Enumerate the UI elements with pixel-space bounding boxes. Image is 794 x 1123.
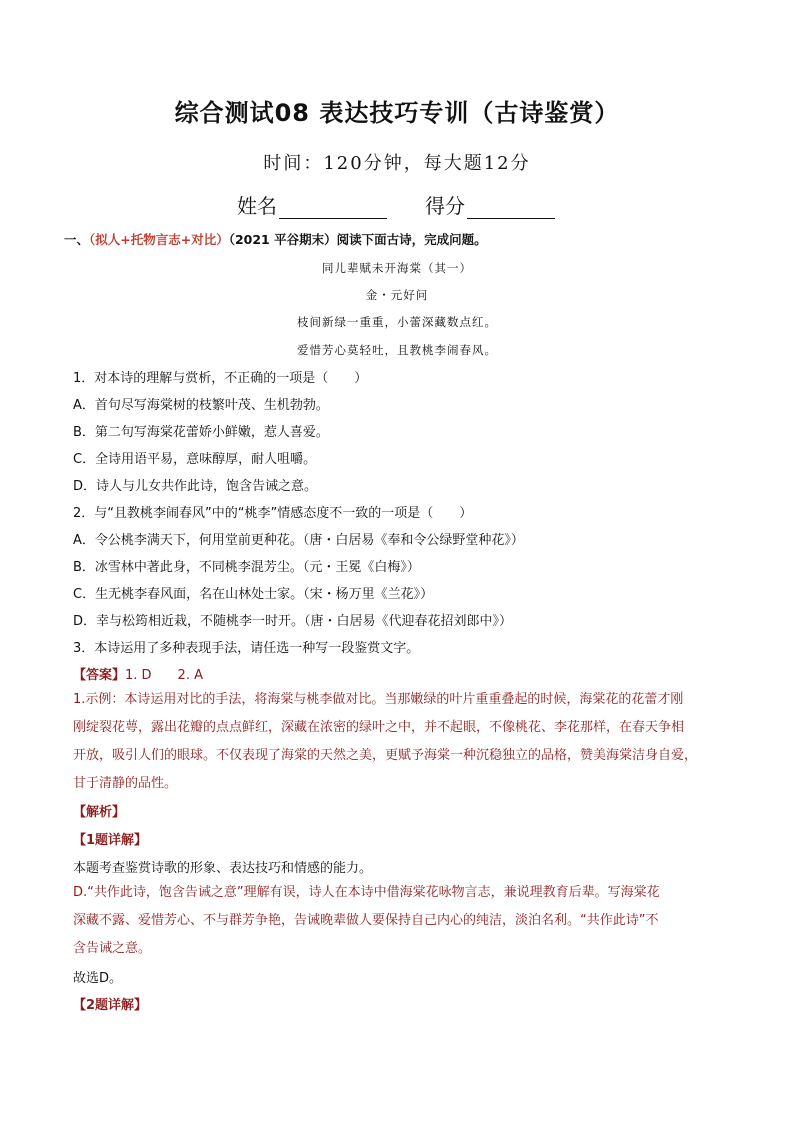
- option-item: B．第二句写海棠花蕾娇小鲜嫩，惹人喜爱。: [73, 425, 329, 440]
- answer-line: 1.示例：本诗运用对比的手法，将海棠与桃李做对比。当那嫩绿的叶片重重叠起的时候，海棠花的花蕾才刚: [73, 692, 684, 707]
- page-subtitle: 时间：120分钟，每大题12分: [263, 153, 531, 174]
- question-item: 3．本诗运用了多种表现手法，请任选一种写一段鉴赏文字。: [73, 641, 420, 656]
- analysis-paragraph: [73, 879, 723, 963]
- analysis-line: 含告诫之意。: [73, 941, 152, 956]
- answer-label: 【答案】: [73, 668, 126, 683]
- answer-line: 开放，吸引人们的眼球。不仅表现了海棠的天然之美，更赋予海棠一种沉稳独立的品格，赞美海棠洁身自爱，: [73, 748, 698, 763]
- question-item: 2．与“且教桃李闹春风”中的“桃李”情感态度不一致的一项是（ ）: [73, 506, 473, 521]
- score-label: 得分: [425, 194, 465, 218]
- poem-line-2: 爱惜芳心莫轻吐，且教桃李闹春风。: [297, 343, 497, 357]
- answer-value: 1. D 2. A: [125, 668, 203, 683]
- question-source: （2021 平谷期末）: [228, 232, 337, 247]
- analysis-label: 【解析】: [73, 805, 126, 820]
- option-item: A．令公桃李满天下，何用堂前更种花。（唐・白居易《奉和令公绿野堂种花》）: [73, 533, 524, 548]
- analysis-conclusion: 故选D。: [73, 971, 123, 986]
- question-number: 一、: [64, 232, 90, 247]
- analysis-intro: 本题考查鉴赏诗歌的形象、表达技巧和情感的能力。: [73, 861, 373, 876]
- poem-author: 金・元好问: [365, 288, 429, 302]
- option-item: C．生无桃李春风面，名在山林处士家。（宋・杨万里《兰花》）: [73, 587, 434, 602]
- analysis-sub1-label: 【1题详解】: [73, 833, 148, 848]
- answer-line: 刚绽裂花萼，露出花瓣的点点鲜红，深藏在浓密的绿叶之中，并不起眼，不像桃花、李花那样，在春天争相: [73, 720, 685, 735]
- answer-heading: [73, 664, 203, 683]
- question-heading: [64, 230, 487, 248]
- analysis-line: D.“共作此诗，饱含告诫之意”理解有误，诗人在本诗中借海棠花咏物言志，兼说理教育后辈。写海棠花: [73, 885, 660, 900]
- poem-title: 同儿辈赋未开海棠（其一）: [322, 261, 472, 275]
- question-item: 1．对本诗的理解与赏析，不正确的一项是（ ）: [73, 371, 368, 386]
- option-item: A．首句尽写海棠树的枝繁叶茂、生机勃勃。: [73, 398, 329, 413]
- name-label: 姓名: [237, 194, 277, 218]
- poem-line-1: 枝间新绿一重重，小蕾深藏数点红。: [297, 315, 497, 329]
- option-item: C．全诗用语平易，意味醇厚，耐人咀嚼。: [73, 452, 317, 467]
- page-title: 综合测试08 表达技巧专训（古诗鉴赏）: [174, 99, 620, 127]
- analysis-sub2-label: 【2题详解】: [73, 998, 148, 1013]
- score-field[interactable]: [467, 198, 555, 219]
- option-item: D．幸与松筠相近栽，不随桃李一时开。（唐・白居易《代迎春花招刘郎中》）: [73, 614, 513, 629]
- answer-line: 甘于清静的品性。: [73, 776, 178, 791]
- question-tag: （拟人+托物言志+对比）: [89, 232, 229, 247]
- question-instruction: 阅读下面古诗，完成问题。: [336, 232, 487, 247]
- name-field[interactable]: [279, 198, 387, 219]
- option-item: D．诗人与儿女共作此诗，饱含告诫之意。: [73, 479, 318, 494]
- answer-paragraph: [73, 686, 723, 798]
- option-item: B．冰雪林中著此身，不同桃李混芳尘。（元・王冕《白梅》）: [73, 560, 420, 575]
- analysis-line: 深藏不露、爱惜芳心、不与群芳争艳，告诫晚辈做人要保持自己内心的纯洁，淡泊名利。“共作此诗”不: [73, 913, 659, 928]
- name-score-bar: [237, 190, 555, 219]
